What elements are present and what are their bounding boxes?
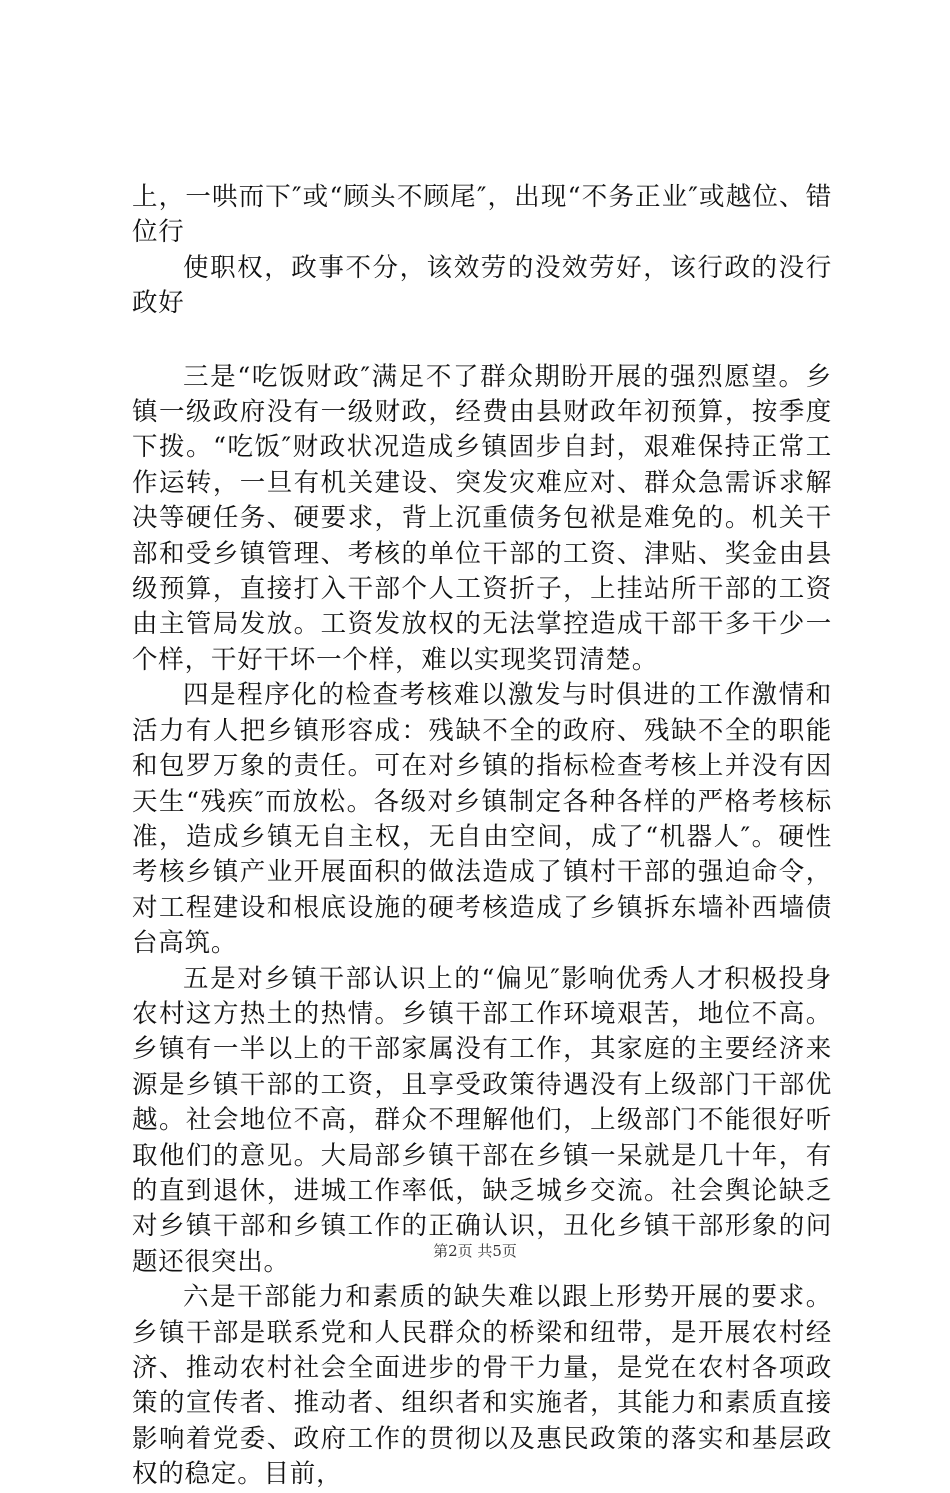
continuation-line: 上，一哄而下″或“顾头不顾尾″，出现“不务正业″或越位、错位行 — [132, 182, 832, 248]
document-body — [132, 180, 832, 1493]
paragraph-point-five: 五是对乡镇干部认识上的“偏见″影响优秀人才积极投身农村这方热土的热情。乡镇干部工作环境艰苦，地位不高。乡镇有一半以上的干部家属没有工作，其家庭的主要经济来源是乡镇干部的工资，且享受政策待遇没有上级部门干部优越。社会地位不高，群众不理解他们，上级部门不能很好听取他们的意见。大局部乡镇干部在乡镇一呆就是几十年，有的直到退休，进城工作率低，缺乏城乡交流。社会舆论缺乏对乡镇干部和乡镇工作的正确认识，丑化乡镇干部形象的问题还很突出。 — [132, 963, 832, 1277]
continuation-line: 使职权，政事不分，该效劳的没效劳好，该行政的没行政好 — [132, 252, 832, 319]
paragraph-point-six: 六是干部能力和素质的缺失难以跟上形势开展的要求。乡镇干部是联系党和人民群众的桥梁和纽带，是开展农村经济、推动农村社会全面进步的骨干力量，是党在农村各项政策的宣传者、推动者、组织者和实施者，其能力和素质直接影响着党委、政府工作的贯彻以及惠民政策的落实和基层政权的稳定。目前， — [132, 1282, 832, 1490]
paragraph-point-three: 三是“吃饭财政″满足不了群众期盼开展的强烈愿望。乡镇一级政府没有一级财政，经费由县财政年初预算，按季度下拨。“吃饭″财政状况造成乡镇固步自封，艰难保持正常工作运转，一旦有机关建设、突发灾难应对、群众急需诉求解决等硬任务、硬要求，背上沉重债务包袱是难免的。机关干部和受乡镇管理、考核的单位干部的工资、津贴、奖金由县级预算，直接打入干部个人工资折子，上挂站所干部的工资由主管局发放。工资发放权的无法掌控造成干部干多干少一个样，干好干坏一个样，难以实现奖罚清楚。 — [132, 361, 832, 675]
page-footer — [0, 1240, 950, 1261]
paragraph-point-four: 四是程序化的检查考核难以激发与时俱进的工作激情和活力有人把乡镇形容成：残缺不全的政府、残缺不全的职能和包罗万象的责任。可在对乡镇的指标检查考核上并没有因天生“残疾″而放松。各级对乡镇制定各种各样的严格考核标准，造成乡镇无自主权，无自由空间，成了“机器人″。硬性考核乡镇产业开展面积的做法造成了镇村干部的强迫命令，对工程建设和根底设施的硬考核造成了乡镇拆东墙补西墙债台高筑。 — [132, 680, 832, 959]
page-number: 第2页 共5页 — [433, 1242, 517, 1260]
paragraph-gap — [132, 322, 832, 360]
